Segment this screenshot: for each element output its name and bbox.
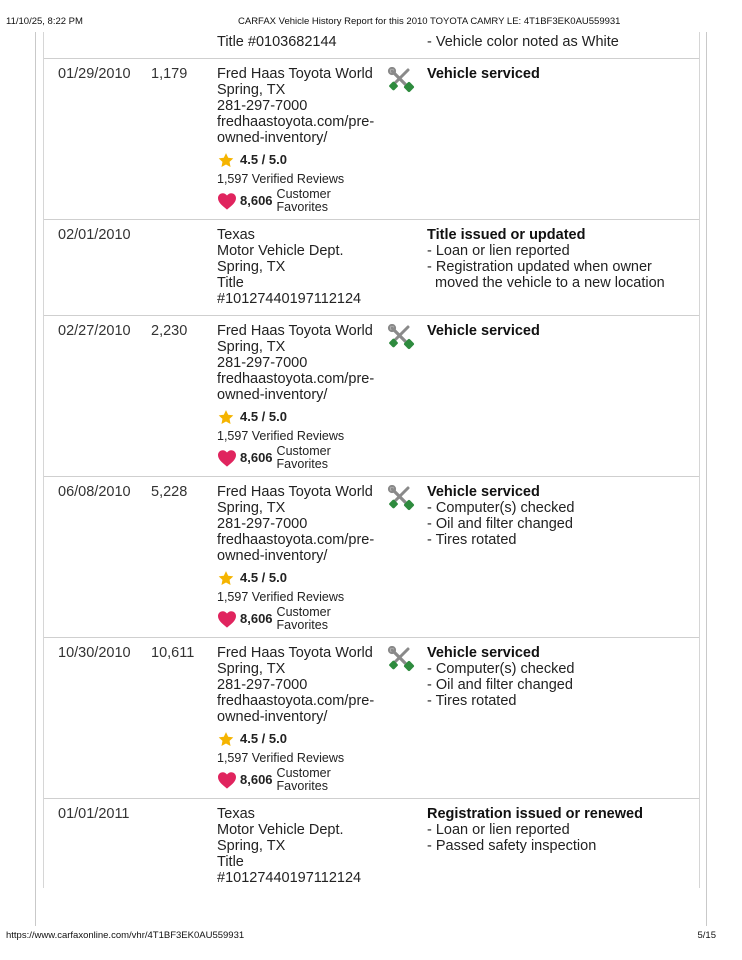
source-title-number: #10127440197112124 [217,870,362,886]
comment-heading: Vehicle serviced [427,645,540,661]
verified-reviews-link[interactable]: 1,597 Verified Reviews [217,429,345,443]
record-odometer: 1,179 [151,66,188,82]
dealer-website[interactable]: fredhaastoyota.com/pre- [217,114,375,130]
heart-icon [217,449,237,467]
comment-item: - Registration updated when owner moved the vehicle to a new location [427,259,665,291]
dealer-phone: 281-297-7000 [217,98,308,114]
comment-heading: Registration issued or renewed [427,806,643,822]
table-row [44,59,699,220]
print-timestamp: 11/10/25, 8:22 PM [6,16,83,27]
record-date: 10/30/2010 [58,645,131,661]
source-city: Spring, TX [217,259,286,275]
source-title-label: Title [217,275,244,291]
table-row [44,799,699,891]
star-icon [217,152,235,169]
source-title-number: #10127440197112124 [217,291,362,307]
source-city: Spring, TX [217,838,286,854]
dealer-website-cont[interactable]: owned-inventory/ [217,130,328,146]
comment-item: - Oil and filter changed [427,516,573,532]
dealer-phone: 281-297-7000 [217,516,308,532]
table-row [44,638,699,799]
dealer-website-cont[interactable]: owned-inventory/ [217,548,328,564]
dealer-name: Fred Haas Toyota World [217,66,373,82]
star-icon [217,409,235,426]
dealer-city: Spring, TX [217,339,286,355]
star-icon [217,731,235,748]
dealer-phone: 281-297-7000 [217,355,308,371]
record-comments [427,323,697,339]
dealer-rating [217,730,387,748]
record-source [217,34,387,50]
rating-value: 4.5 / 5.0 [240,409,287,424]
print-footer [6,930,716,944]
print-page-title: CARFAX Vehicle History Report for this 2010 TOYOTA CAMRY LE: 4T1BF3EK0AU559931 [238,16,621,27]
dealer-phone: 281-297-7000 [217,677,308,693]
comment-heading: Vehicle serviced [427,323,540,339]
favorites-count: 8,606 [240,610,273,626]
customer-favorites [217,606,387,631]
dealer-city: Spring, TX [217,661,286,677]
service-wrench-icon [387,67,415,93]
record-comments [427,66,697,82]
dealer-website[interactable]: fredhaastoyota.com/pre- [217,532,375,548]
page-number: 5/15 [697,930,716,941]
record-date: 01/01/2011 [58,806,130,822]
rating-value: 4.5 / 5.0 [240,731,287,746]
heart-icon [217,610,237,628]
source-state: Texas [217,806,255,822]
record-date: 01/29/2010 [58,66,131,82]
table-row [44,477,699,638]
favorites-count: 8,606 [240,192,273,208]
record-comments [427,484,697,548]
comment-heading: Vehicle serviced [427,484,540,500]
dealer-name: Fred Haas Toyota World [217,484,373,500]
dealer-rating [217,151,387,169]
customer-favorites [217,188,387,213]
favorites-count: 8,606 [240,771,273,787]
dealer-city: Spring, TX [217,82,286,98]
dealer-website[interactable]: fredhaastoyota.com/pre- [217,693,375,709]
service-wrench-icon [387,646,415,672]
table-row [44,220,699,316]
comment-item: - Loan or lien reported [427,822,570,838]
dealer-name: Fred Haas Toyota World [217,323,373,339]
comment-heading: Vehicle serviced [427,66,540,82]
comment-item: - Passed safety inspection [427,838,597,854]
source-name: Motor Vehicle Dept. [217,822,344,838]
dealer-website[interactable]: fredhaastoyota.com/pre- [217,371,375,387]
record-source [217,484,387,631]
record-source [217,66,387,213]
table-row [44,316,699,477]
comment-item: - Oil and filter changed [427,677,573,693]
comment-item: - Tires rotated [427,532,517,548]
dealer-city: Spring, TX [217,500,286,516]
source-title-number: Title #0103682144 [217,34,337,50]
comment-item: - Tires rotated [427,693,517,709]
star-icon [217,570,235,587]
record-odometer: 2,230 [151,323,188,339]
heart-icon [217,192,237,210]
source-state: Texas [217,227,255,243]
page-frame-right [706,32,707,926]
table-border-right [699,32,700,888]
record-comments [427,227,697,291]
rating-value: 4.5 / 5.0 [240,152,287,167]
rating-value: 4.5 / 5.0 [240,570,287,585]
favorites-label: Customer Favorites [276,766,331,793]
page-frame-left [35,32,36,926]
print-header [6,16,732,30]
record-source [217,645,387,792]
favorites-label: Customer Favorites [276,605,331,632]
source-name: Motor Vehicle Dept. [217,243,344,259]
record-date: 02/01/2010 [58,227,131,243]
customer-favorites [217,767,387,792]
comment-item: - Vehicle color noted as White [427,34,619,50]
favorites-count: 8,606 [240,449,273,465]
record-date: 06/08/2010 [58,484,131,500]
dealer-website-cont[interactable]: owned-inventory/ [217,709,328,725]
customer-favorites [217,445,387,470]
verified-reviews-link[interactable]: 1,597 Verified Reviews [217,172,345,186]
history-records-table [44,32,699,891]
dealer-name: Fred Haas Toyota World [217,645,373,661]
dealer-website-cont[interactable]: owned-inventory/ [217,387,328,403]
print-url[interactable]: https://www.carfaxonline.com/vhr/4T1BF3EK0AU559931 [6,930,245,941]
verified-reviews-link[interactable]: 1,597 Verified Reviews [217,751,345,765]
service-wrench-icon [387,324,415,350]
source-title-label: Title [217,854,244,870]
verified-reviews-link[interactable]: 1,597 Verified Reviews [217,590,345,604]
dealer-rating [217,408,387,426]
favorites-label: Customer Favorites [276,187,331,214]
record-odometer: 10,611 [151,645,195,661]
record-source [217,806,387,886]
record-comments [427,645,697,709]
comment-heading: Title issued or updated [427,227,586,243]
comment-item: - Loan or lien reported [427,243,570,259]
record-odometer: 5,228 [151,484,188,500]
heart-icon [217,771,237,789]
service-wrench-icon [387,485,415,511]
favorites-label: Customer Favorites [276,444,331,471]
comment-item: - Computer(s) checked [427,500,575,516]
comment-item: - Computer(s) checked [427,661,575,677]
table-row-partial [44,32,699,59]
record-source [217,227,387,307]
record-comments [427,806,697,854]
record-source [217,323,387,470]
dealer-rating [217,569,387,587]
record-date: 02/27/2010 [58,323,131,339]
record-comments [427,34,697,50]
